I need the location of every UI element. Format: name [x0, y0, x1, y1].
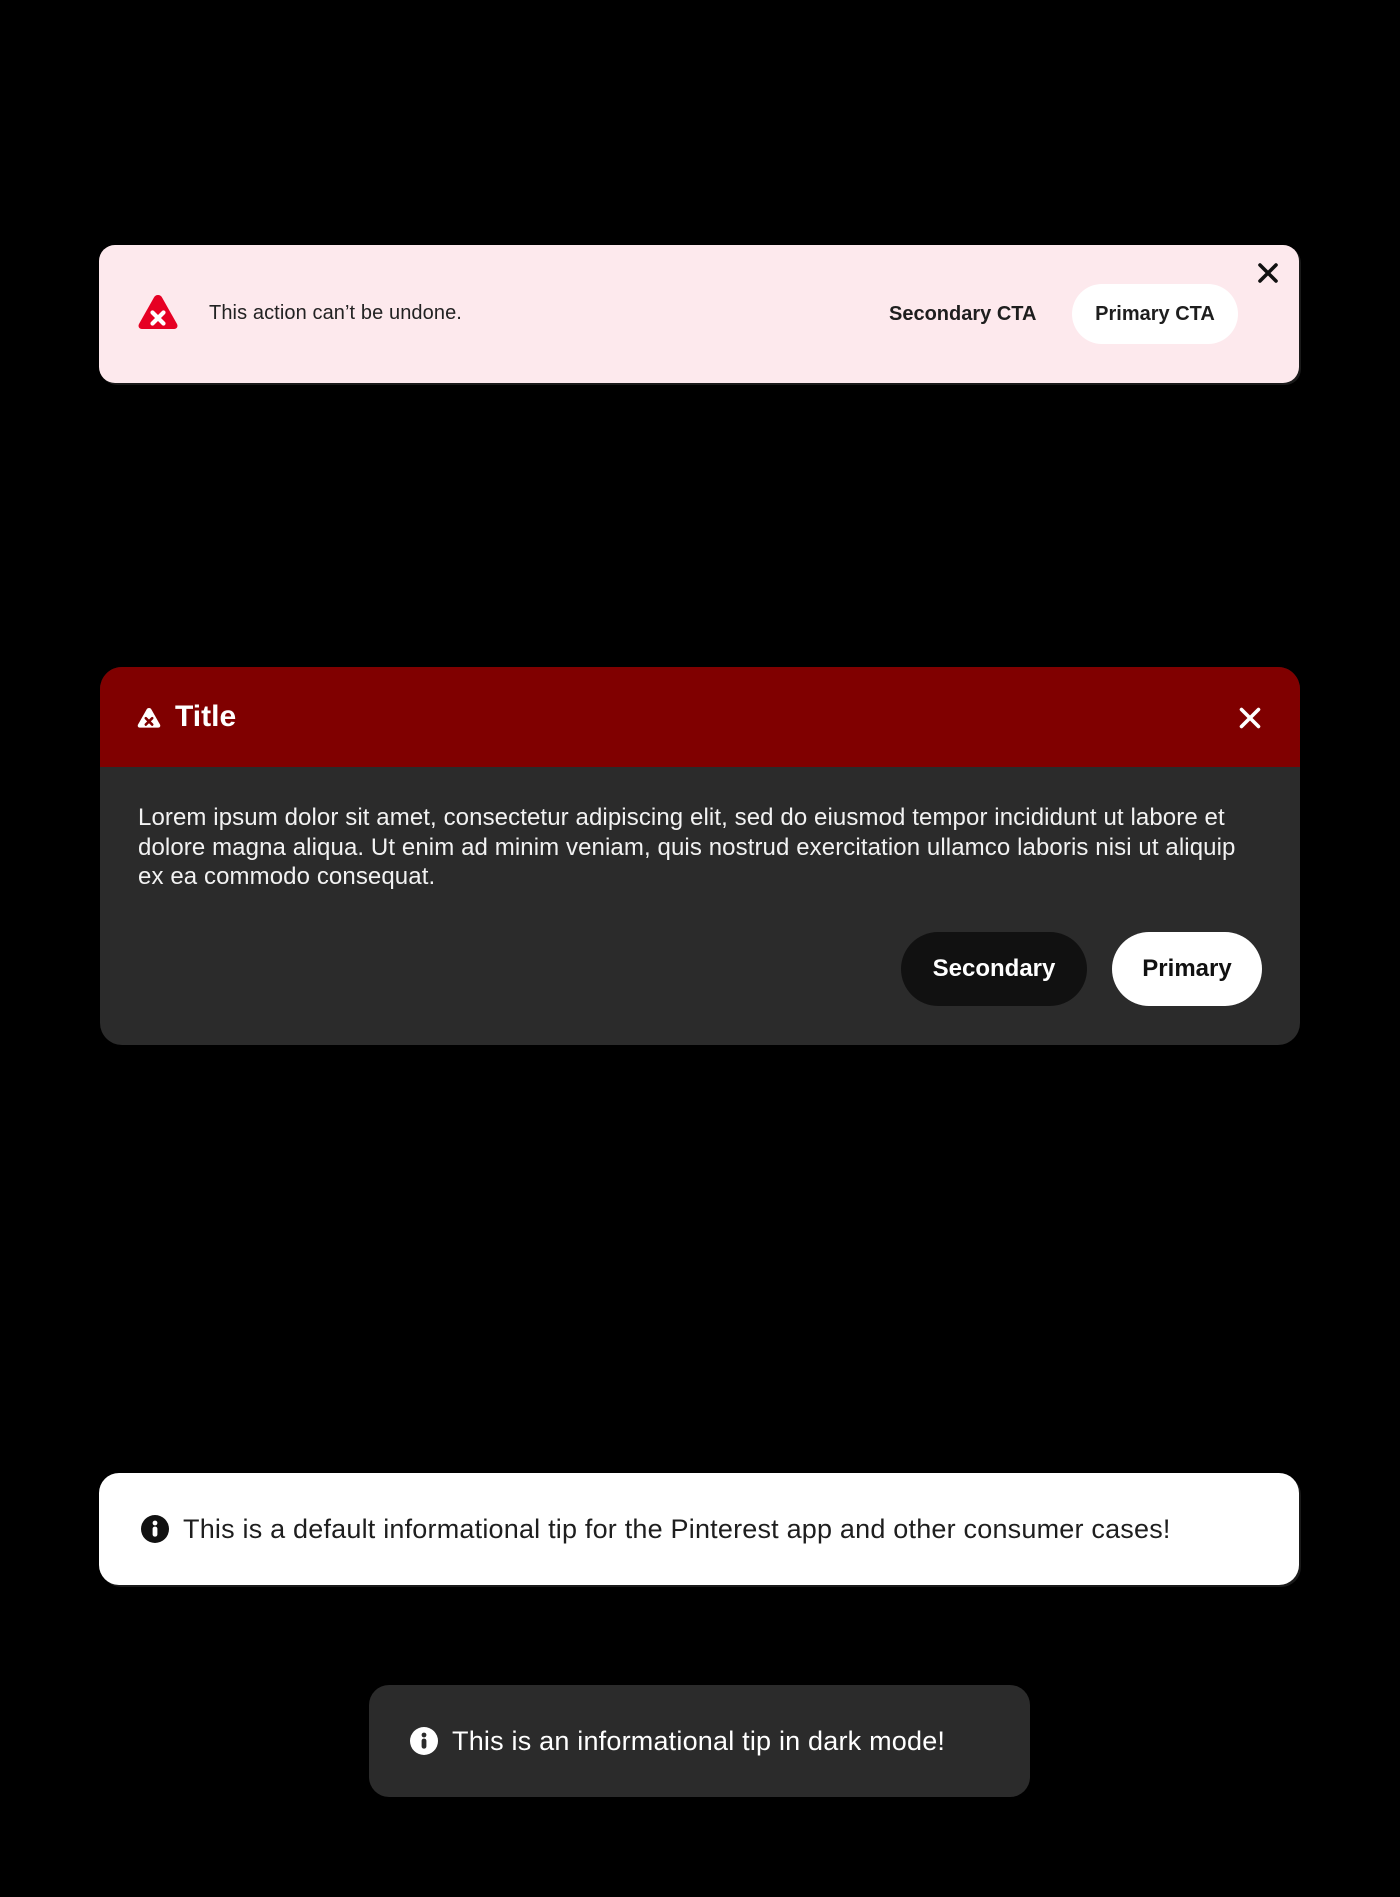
- dialog-body-text: Lorem ipsum dolor sit amet, consectetur adipiscing elit, sed do eiusmod tempor incididunt ut labore et dolore magna aliqua. Ut enim ad minim veniam, quis nostrud exercitation ullamco laboris nisi ut aliquip ex ea commodo consequat.: [138, 804, 1236, 890]
- secondary-button[interactable]: Secondary: [901, 932, 1087, 1006]
- error-banner: [99, 245, 1299, 383]
- close-icon[interactable]: [1238, 706, 1262, 730]
- error-triangle-icon: [137, 707, 161, 729]
- info-tip-light: [99, 1473, 1299, 1585]
- primary-button[interactable]: Primary: [1112, 932, 1262, 1006]
- info-circle-icon: [141, 1515, 169, 1543]
- error-dialog: [100, 667, 1300, 1045]
- info-tip-text: This is a default informational tip for the Pinterest app and other consumer cases!: [183, 1514, 1171, 1544]
- banner-message: This action can’t be undone.: [209, 302, 462, 324]
- dialog-title: Title: [175, 700, 237, 733]
- close-icon[interactable]: [1256, 261, 1280, 285]
- primary-cta-button[interactable]: Primary CTA: [1072, 284, 1238, 344]
- info-circle-icon: [410, 1727, 438, 1755]
- secondary-cta-button[interactable]: Secondary CTA: [889, 302, 1037, 325]
- error-triangle-icon: [137, 293, 179, 331]
- info-tip-text: This is an informational tip in dark mode!: [452, 1726, 946, 1756]
- info-tip-dark: [369, 1685, 1030, 1797]
- dialog-header: [100, 667, 1300, 767]
